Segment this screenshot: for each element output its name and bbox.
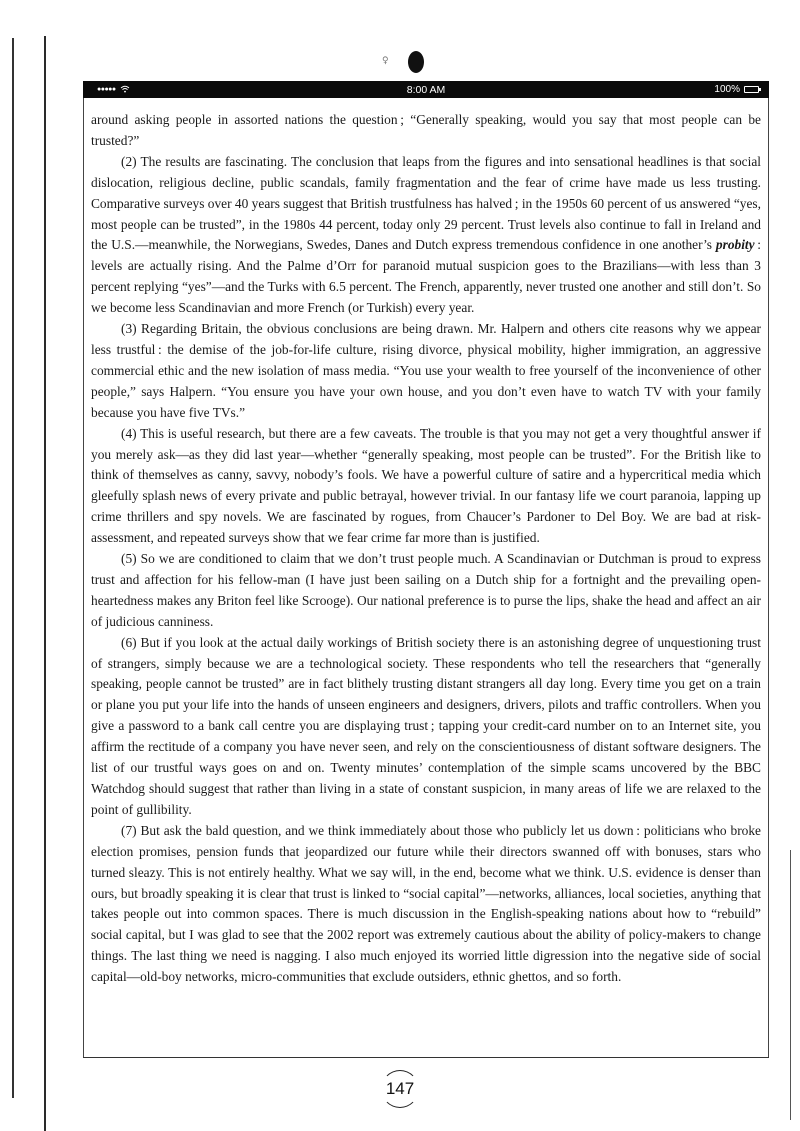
status-bar-right <box>714 84 759 95</box>
page-number-badge <box>375 1066 425 1116</box>
paragraph-5: (5) So we are conditioned to claim that we don’t trust people much. A Scandinavian or Dutchman is proud to express trust and affection for his fellow-man (I have just been sailing on a Dutch ship for a fortnight and the prevailing open-heartedness makes any Briton feel like Scrooge). Our national preference is to purse the lips, shake the head and affect an air of judicious canniness. <box>91 551 761 629</box>
status-bar <box>83 81 769 98</box>
battery-percent: 100% <box>714 84 740 95</box>
status-time: 8:00 AM <box>406 83 446 96</box>
proximity-sensor-icon: ♀ <box>382 56 389 66</box>
cellular-signal-icon: ●●●●● <box>97 86 116 93</box>
paragraph-continuation: around asking people in assorted nations the question ; “Generally speaking, would you say that most people can be trusted?” <box>91 112 761 148</box>
paragraph-2-text-b: : levels are actually rising. And the Palme d’Orr for paranoid mutual suspicion goes to the Brazilians—with less than 3 percent replying “yes”—and the Turks with 6.5 percent. The French, apparently, never trusted one another and still don’t. So we become less Scandinavian and more French (or Turkish) every year. <box>91 237 761 316</box>
paragraph-7: (7) But ask the bald question, and we think immediately about those who publicly let us down : politicians who broke election promises, pension funds that jeopardized our future while their directors swanned off with bonuses, stars who turned sleazy. This is not entirely healthy. What we say will, in the end, become what we think. U.S. evidence is denser than ours, but broadly speaking it is clear that trust is linked to “social capital”—networks, alliances, local societies, anything that takes people out into common spaces. There is much discussion in the English-speaking nations about how to “rebuild” social capital, but I was glad to see that the 2002 report was extremely cautious about the ability of policy-makers to change things. The last thing we need is nagging. I also much enjoyed its worried little digression into the negative side of social capital—old-boy networks, micro-communities that exclude outsiders, ethnic ghettos, and so forth. <box>91 822 761 985</box>
paragraph-4: (4) This is useful research, but there are a few caveats. The trouble is that you may not get a very thoughtful answer if you merely ask—as they did last year—whether “generally speaking, most people can be trusted”. For the British like to think of themselves as canny, savvy, nobody’s fools. We have a powerful culture of satire and a hypercritical media which gleefully splash news of every private and public betrayal, however trivial. In our fantasy life we court paranoia, lapping up crime thrillers and spy novels. We are fascinated by rogues, from Chaucer’s Pardoner to Del Boy. We are bad at risk-assessment, and repeated surveys show that we fear crime far more than is justified. <box>91 425 761 546</box>
paragraph-6: (6) But if you look at the actual daily workings of British society there is an astonishing degree of unquestioning trust of strangers, simply because we are a technological society. These respondents who tell the researchers that “generally speaking, people cannot be trusted” are in fact blithely trusting distant strangers all day long. Every time you get on a train or plane you put your life into the hands of unseen engineers and designers, drivers, pilots and traffic controllers. When you give a password to a bank call centre you are displaying trust ; tapping your credit-card number on to an Internet site, you affirm the rectitude of a company you have never seen, and rely on the conscientiousness of distant software designers. The list of our trustful ways goes on and on. Twenty minutes’ contemplation of the simple scams uncovered by the BBC Watchdog should suggest that rather than living in a state of constant suspicion, in many areas of life we are relaxed to the point of gullibility. <box>91 634 761 817</box>
scan-edge-line-inner <box>44 36 46 1131</box>
footer-divider <box>83 1057 769 1058</box>
battery-full-icon <box>744 86 759 93</box>
paragraph-3: (3) Regarding Britain, the obvious conclusions are being drawn. Mr. Halpern and others cite reasons why we appear less trustful : the demise of the job-for-life culture, rising divorce, physical mobility, higher immigration, an aggressive commercial ethic and the new isolation of mass media. “You use your wealth to free yourself of the inconvenience of other people,” says Halpern. “You ensure you have your own house, and you don’t even have to watch TV with your family because you have five TVs.” <box>91 321 761 420</box>
status-bar-left <box>97 85 130 95</box>
wifi-icon <box>120 85 130 95</box>
emphasized-word-probity: probity <box>715 237 755 253</box>
scan-edge-line-outer <box>12 38 14 1098</box>
article-body <box>91 110 761 988</box>
scan-edge-line-right <box>790 850 791 1120</box>
page-number: 147 <box>385 1079 415 1098</box>
front-camera-icon <box>408 51 424 73</box>
paragraph-2-text-a: (2) The results are fascinating. The conclusion that leaps from the figures and into sensational headlines is that social dislocation, religious decline, public scandals, family fragmentation and the fear of crime have made us less trusting. Comparative surveys over 40 years suggest that British trustfulness has halved ; in the 1950s 60 percent of us answered “yes, most people can be trusted”, in the 1980s 44 percent, today only 29 percent. Trust levels also continue to fall in Ireland and the U.S.—meanwhile, the Norwegians, Swedes, Danes and Dutch express tremendous confidence in one another’s <box>91 153 761 253</box>
paragraph-2 <box>91 152 761 319</box>
